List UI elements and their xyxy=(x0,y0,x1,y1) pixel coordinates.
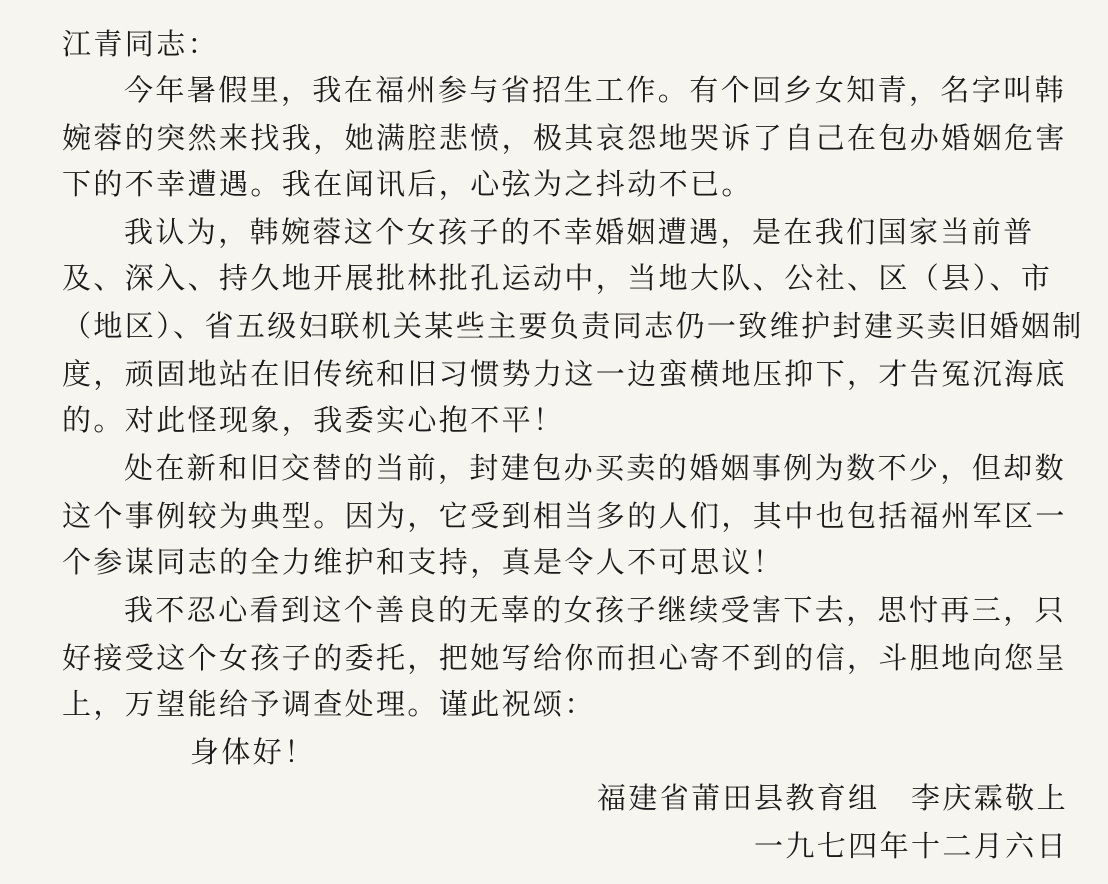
paragraph-1-line-1: 今年暑假里，我在福州参与省招生工作。有个回乡女知青，名字叫韩 xyxy=(124,73,1067,107)
paragraph-1-line-3: 下的不幸遭遇。我在闻讯后，心弦为之抖动不已。 xyxy=(62,167,753,201)
paragraph-2-line-3: （地区）、省五级妇联机关某些主要负责同志仍一致维护封建买卖旧婚姻制 xyxy=(62,309,1084,343)
paragraph-2-line-4: 度，顽固地站在旧传统和旧习惯势力这一边蛮横地压抑下，才告冤沉海底 xyxy=(62,357,1067,391)
paragraph-2-line-2: 及、深入、持久地开展批林批孔运动中，当地大队、公社、区（县）、市 xyxy=(62,261,1053,295)
salutation: 江青同志： xyxy=(62,27,220,61)
letter-date: 一九七四年十二月六日 xyxy=(753,829,1068,863)
paragraph-3-line-3: 个参谋同志的全力维护和支持，真是令人不可思议！ xyxy=(62,545,785,579)
signature: 福建省莆田县教育组 李庆霖敬上 xyxy=(596,781,1068,815)
paragraph-4-line-1: 我不忍心看到这个善良的无辜的女孩子继续受害下去，思忖再三，只 xyxy=(124,593,1067,627)
paragraph-3-line-2: 这个事例较为典型。因为，它受到相当多的人们，其中也包括福州军区一 xyxy=(62,499,1067,533)
paragraph-3-line-1: 处在新和旧交替的当前，封建包办买卖的婚姻事例为数不少，但却数 xyxy=(124,451,1067,485)
paragraph-2-line-5: 的。对此怪现象，我委实心抱不平！ xyxy=(62,403,565,437)
paragraph-2-line-1: 我认为，韩婉蓉这个女孩子的不幸婚姻遭遇，是在我们国家当前普 xyxy=(124,215,1035,249)
paragraph-4-line-3: 上，万望能给予调查处理。谨此祝颂： xyxy=(62,687,596,721)
paragraph-4-line-2: 好接受这个女孩子的委托，把她写给你而担心寄不到的信，斗胆地向您呈 xyxy=(62,641,1067,675)
closing-wish: 身体好！ xyxy=(190,735,316,769)
paragraph-1-line-2: 婉蓉的突然来找我，她满腔悲愤，极其哀怨地哭诉了自己在包办婚姻危害 xyxy=(62,121,1067,155)
